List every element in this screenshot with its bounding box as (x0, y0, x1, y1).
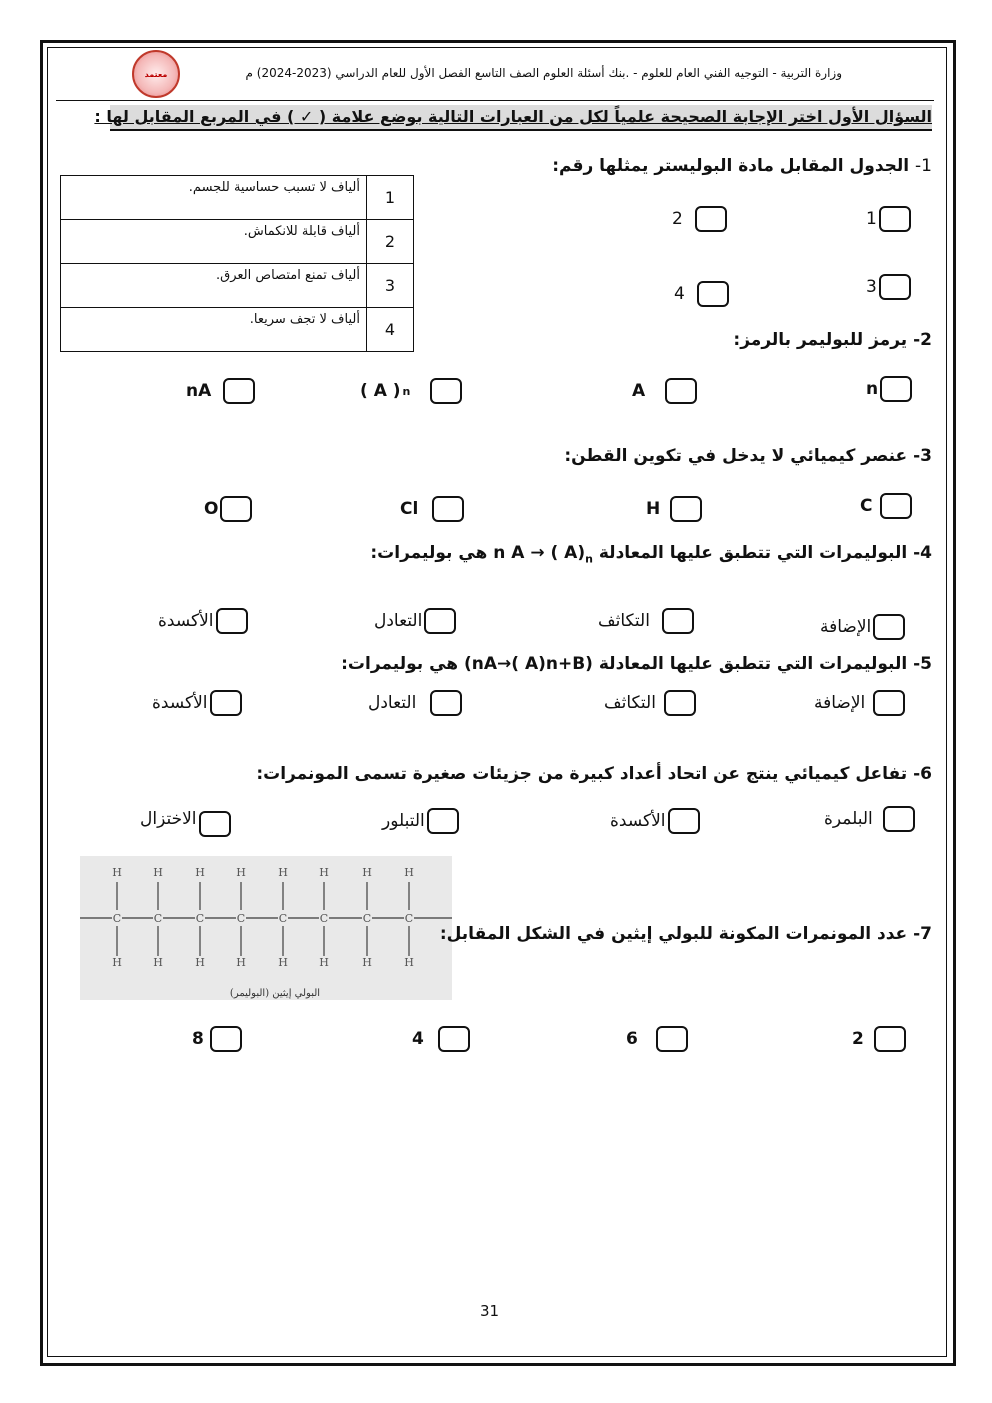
checkbox[interactable] (438, 1026, 470, 1052)
checkbox[interactable] (199, 811, 231, 837)
checkbox[interactable] (210, 690, 242, 716)
checkbox[interactable] (665, 378, 697, 404)
hydrogen-atom: H (153, 956, 163, 969)
hydrogen-atom: H (236, 956, 246, 969)
checkbox[interactable] (879, 206, 911, 232)
carbon-atom: C (278, 912, 288, 925)
checkbox[interactable] (879, 274, 911, 300)
checkbox[interactable] (668, 808, 700, 834)
carbon-atom: C (362, 912, 372, 925)
hydrogen-atom: H (236, 866, 246, 879)
checkbox[interactable] (430, 378, 462, 404)
hydrogen-atom: H (362, 956, 372, 969)
hydrogen-atom: H (112, 956, 122, 969)
checkbox[interactable] (216, 608, 248, 634)
q5-option-condensation[interactable]: التكاثف (604, 688, 696, 718)
question-1: 1- الجدول المقابل مادة البوليستر يمثلها رقم: (552, 156, 932, 176)
carbon-atom: C (236, 912, 246, 925)
question-2: 2- يرمز للبوليمر بالرمز: (733, 330, 932, 350)
carbon-atom: C (404, 912, 414, 925)
q7-option-4[interactable]: 4 (412, 1024, 470, 1054)
q1-option-2[interactable]: 2 (672, 204, 727, 234)
checkbox[interactable] (873, 690, 905, 716)
checkbox[interactable] (880, 493, 912, 519)
hydrogen-atom: H (319, 956, 329, 969)
question-6: 6- تفاعل كيميائي ينتج عن اتحاد أعداد كبيرة من جزيئات صغيرة تسمى المونمرات: (256, 764, 932, 784)
table-row: ألياف لا تسبب حساسية للجسم. 1 (61, 176, 414, 220)
carbon-atom: C (319, 912, 329, 925)
q6-option-reduction[interactable]: الاختزال (140, 804, 231, 834)
q6-option-crystallization[interactable]: التبلور (382, 806, 459, 836)
q7-option-6[interactable]: 6 (626, 1024, 688, 1054)
q4-option-oxidation[interactable]: الأكسدة (158, 606, 248, 636)
checkbox[interactable] (662, 608, 694, 634)
q3-option-C[interactable]: C (860, 491, 912, 521)
checkbox[interactable] (424, 608, 456, 634)
checkbox[interactable] (223, 378, 255, 404)
fibers-table (60, 175, 414, 352)
checkbox[interactable] (697, 281, 729, 307)
q5-option-addition[interactable]: الإضافة (814, 688, 905, 718)
q2-option-n[interactable]: n (866, 374, 912, 404)
checkbox[interactable] (664, 690, 696, 716)
checkbox[interactable] (873, 614, 905, 640)
q6-option-oxidation[interactable]: الأكسدة (610, 806, 700, 836)
carbon-atom: C (112, 912, 122, 925)
table-row: ألياف لا تجف سريعا. 4 (61, 308, 414, 352)
hydrogen-atom: H (195, 956, 205, 969)
page-number: 31 (480, 1302, 500, 1320)
hydrogen-atom: H (278, 866, 288, 879)
hydrogen-atom: H (153, 866, 163, 879)
seal-stamp (132, 50, 180, 98)
q1-option-4[interactable]: 4 (674, 279, 729, 309)
checkbox[interactable] (210, 1026, 242, 1052)
carbon-atom: C (195, 912, 205, 925)
checkbox[interactable] (874, 1026, 906, 1052)
table-row: ألياف قابلة للانكماش. 2 (61, 220, 414, 264)
q6-option-polymerization[interactable]: البلمرة (824, 804, 915, 834)
question-3: 3- عنصر كيميائي لا يدخل في تكوين القطن: (564, 446, 932, 466)
q3-option-H[interactable]: H (646, 494, 702, 524)
header-text: وزارة التربية - التوجيه الفني العام للعلوم - .بنك أسئلة العلوم الصف التاسع الفصل الأول للعام الدراسي (2023-2024) م (245, 66, 842, 80)
q3-option-Cl[interactable]: Cl (400, 494, 464, 524)
checkbox[interactable] (883, 806, 915, 832)
q4-option-addition[interactable]: الإضافة (820, 612, 905, 642)
question-5: 5- البوليمرات التي تتطبق عليها المعادلة (nA→( A)n+B) هي بوليمرات: (341, 654, 932, 674)
q2-option-A-n[interactable]: ( A ) n (360, 376, 462, 406)
q4-option-neutralization[interactable]: التعادل (374, 606, 456, 636)
q3-option-O[interactable]: O (204, 494, 252, 524)
checkbox[interactable] (430, 690, 462, 716)
q5-option-neutralization[interactable]: التعادل (368, 688, 462, 718)
header-divider (56, 100, 934, 101)
hydrogen-atom: H (362, 866, 372, 879)
checkbox[interactable] (670, 496, 702, 522)
hydrogen-atom: H (404, 956, 414, 969)
q2-option-A[interactable]: A (632, 376, 697, 406)
section-title: السؤال الأول اختر الإجابة الصحيحة علمياً لكل من العبارات التالية بوضع علامة ( ✓ ) في المربع المقابل لها : (110, 105, 932, 131)
q1-option-1[interactable]: 1 (866, 204, 911, 234)
q5-option-oxidation[interactable]: الأكسدة (152, 688, 242, 718)
checkbox[interactable] (432, 496, 464, 522)
checkbox[interactable] (880, 376, 912, 402)
q7-option-8[interactable]: 8 (192, 1024, 242, 1054)
q4-option-condensation[interactable]: التكاثف (598, 606, 694, 636)
hydrogen-atom: H (112, 866, 122, 879)
seal-label: معتمد (144, 69, 168, 79)
checkbox[interactable] (695, 206, 727, 232)
question-7: 7- عدد المونمرات المكونة للبولي إيثين في الشكل المقابل: (439, 924, 932, 944)
hydrogen-atom: H (404, 866, 414, 879)
checkbox[interactable] (220, 496, 252, 522)
question-4: 4- البوليمرات التي تتطبق عليها المعادلة n A → ( $A)_n$ هي بوليمرات: (370, 543, 932, 566)
hydrogen-atom: H (195, 866, 205, 879)
hydrogen-atom: H (319, 866, 329, 879)
figure-caption: البولي إيثين (البوليمر) (229, 988, 321, 999)
carbon-atom: C (153, 912, 163, 925)
hydrogen-atom: H (278, 956, 288, 969)
checkbox[interactable] (656, 1026, 688, 1052)
checkbox[interactable] (427, 808, 459, 834)
q7-option-2[interactable]: 2 (852, 1024, 906, 1054)
q1-option-3[interactable]: 3 (866, 272, 911, 302)
q2-option-nA[interactable]: nA (186, 376, 255, 406)
polyethylene-figure (80, 856, 452, 1000)
table-row: ألياف تمنع امتصاص العرق. 3 (61, 264, 414, 308)
